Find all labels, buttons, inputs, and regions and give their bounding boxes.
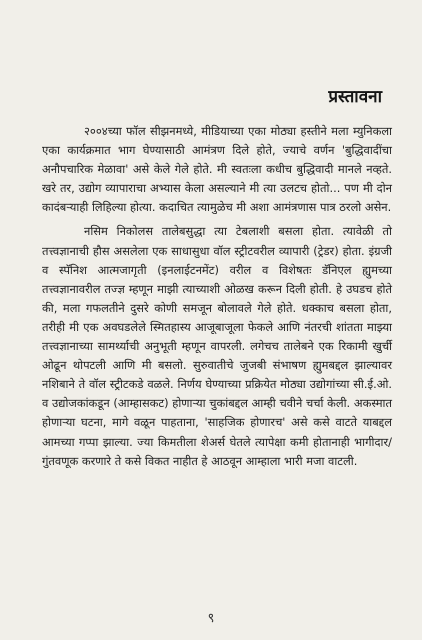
paragraph-2: नसिम निकोलस तालेबसुद्धा त्या टेबलाशी बसला होता. त्यावेळी तो तत्त्वज्ञानाची हौस असलेला एक साधासुधा वॉल स्ट्रीटवरील व्यापारी (ट्रेडर) होता. इंग्रजी व स्पॅनिश आत्मजागृती (इनलाईटनमेंट) वरील व विशेषतः डॅनिएल ह्युमच्या तत्त्वज्ञानावरील तज्ज्ञ म्हणून माझी त्याच्याशी ओळख करून दिली होती. हे उघडच होते की, मला गफलतीने दुसरे कोणी समजून बोलावले गेले होते. धक्काच बसला होता, तरीही मी एक अवघडलेले स्मितहास्य आजूबाजूला फेकले आणि नंतरची शांतता माझ्या तत्त्वज्ञानाच्या सामर्थ्याची अनुभूती म्हणून वापरली. लगेचच तालेबने एक रिकामी खुर्ची ओढून थोपटली आणि मी बसलो. सुरुवातीचे जुजबी संभाषण ह्युमबद्दल झाल्यावर नशिबाने ते वॉल स्ट्रीटकडे वळले. निर्णय घेण्याच्या प्रक्रियेत मोठ्या उद्योगांच्या सी.ई.ओ. व उद्योजकांकडून (आम्हासकट) होणाऱ्या चुकांबद्दल आम्ही चवीने चर्चा केली. अकस्मात होणाऱ्या घटना, मागे वळून पाहताना, 'साहजिक होणारच' असे कसे वाटते याबद्दल आमच्या गप्पा झाल्या. ज्या किमतीला शेअर्स घेतले त्यापेक्षा कमी होतानाही भागीदार/गुंतवणूक करणारे ते कसे विकत नाहीत हे आठवून आम्हाला भारी मजा वाटली. xyxy=(42,224,392,468)
chapter-heading: प्रस्तावना xyxy=(328,87,382,107)
body-text xyxy=(42,122,392,471)
paragraph-1: २००४च्या फॉल सीझनमध्ये, मीडियाच्या एका मोठ्या हस्तीने मला म्युनिकला एका कार्यक्रमात भाग घेण्यासाठी आमंत्रण दिले होते, ज्याचे वर्णन 'बुद्धिवादींचा अनौपचारिक मेळावा' असे केले गेले होते. मी स्वतःला कधीच बुद्धिवादी मानले नव्हते. खरे तर, उद्योग व्यापाराचा अभ्यास केला असल्याने मी त्या उलटच होतो... पण मी दोन कादंबऱ्याही लिहिल्या होत्या. कदाचित त्यामुळेच मी अशा आमंत्रणास पात्र ठरलो असेन. xyxy=(42,124,392,215)
page-number: ९ xyxy=(207,611,215,626)
